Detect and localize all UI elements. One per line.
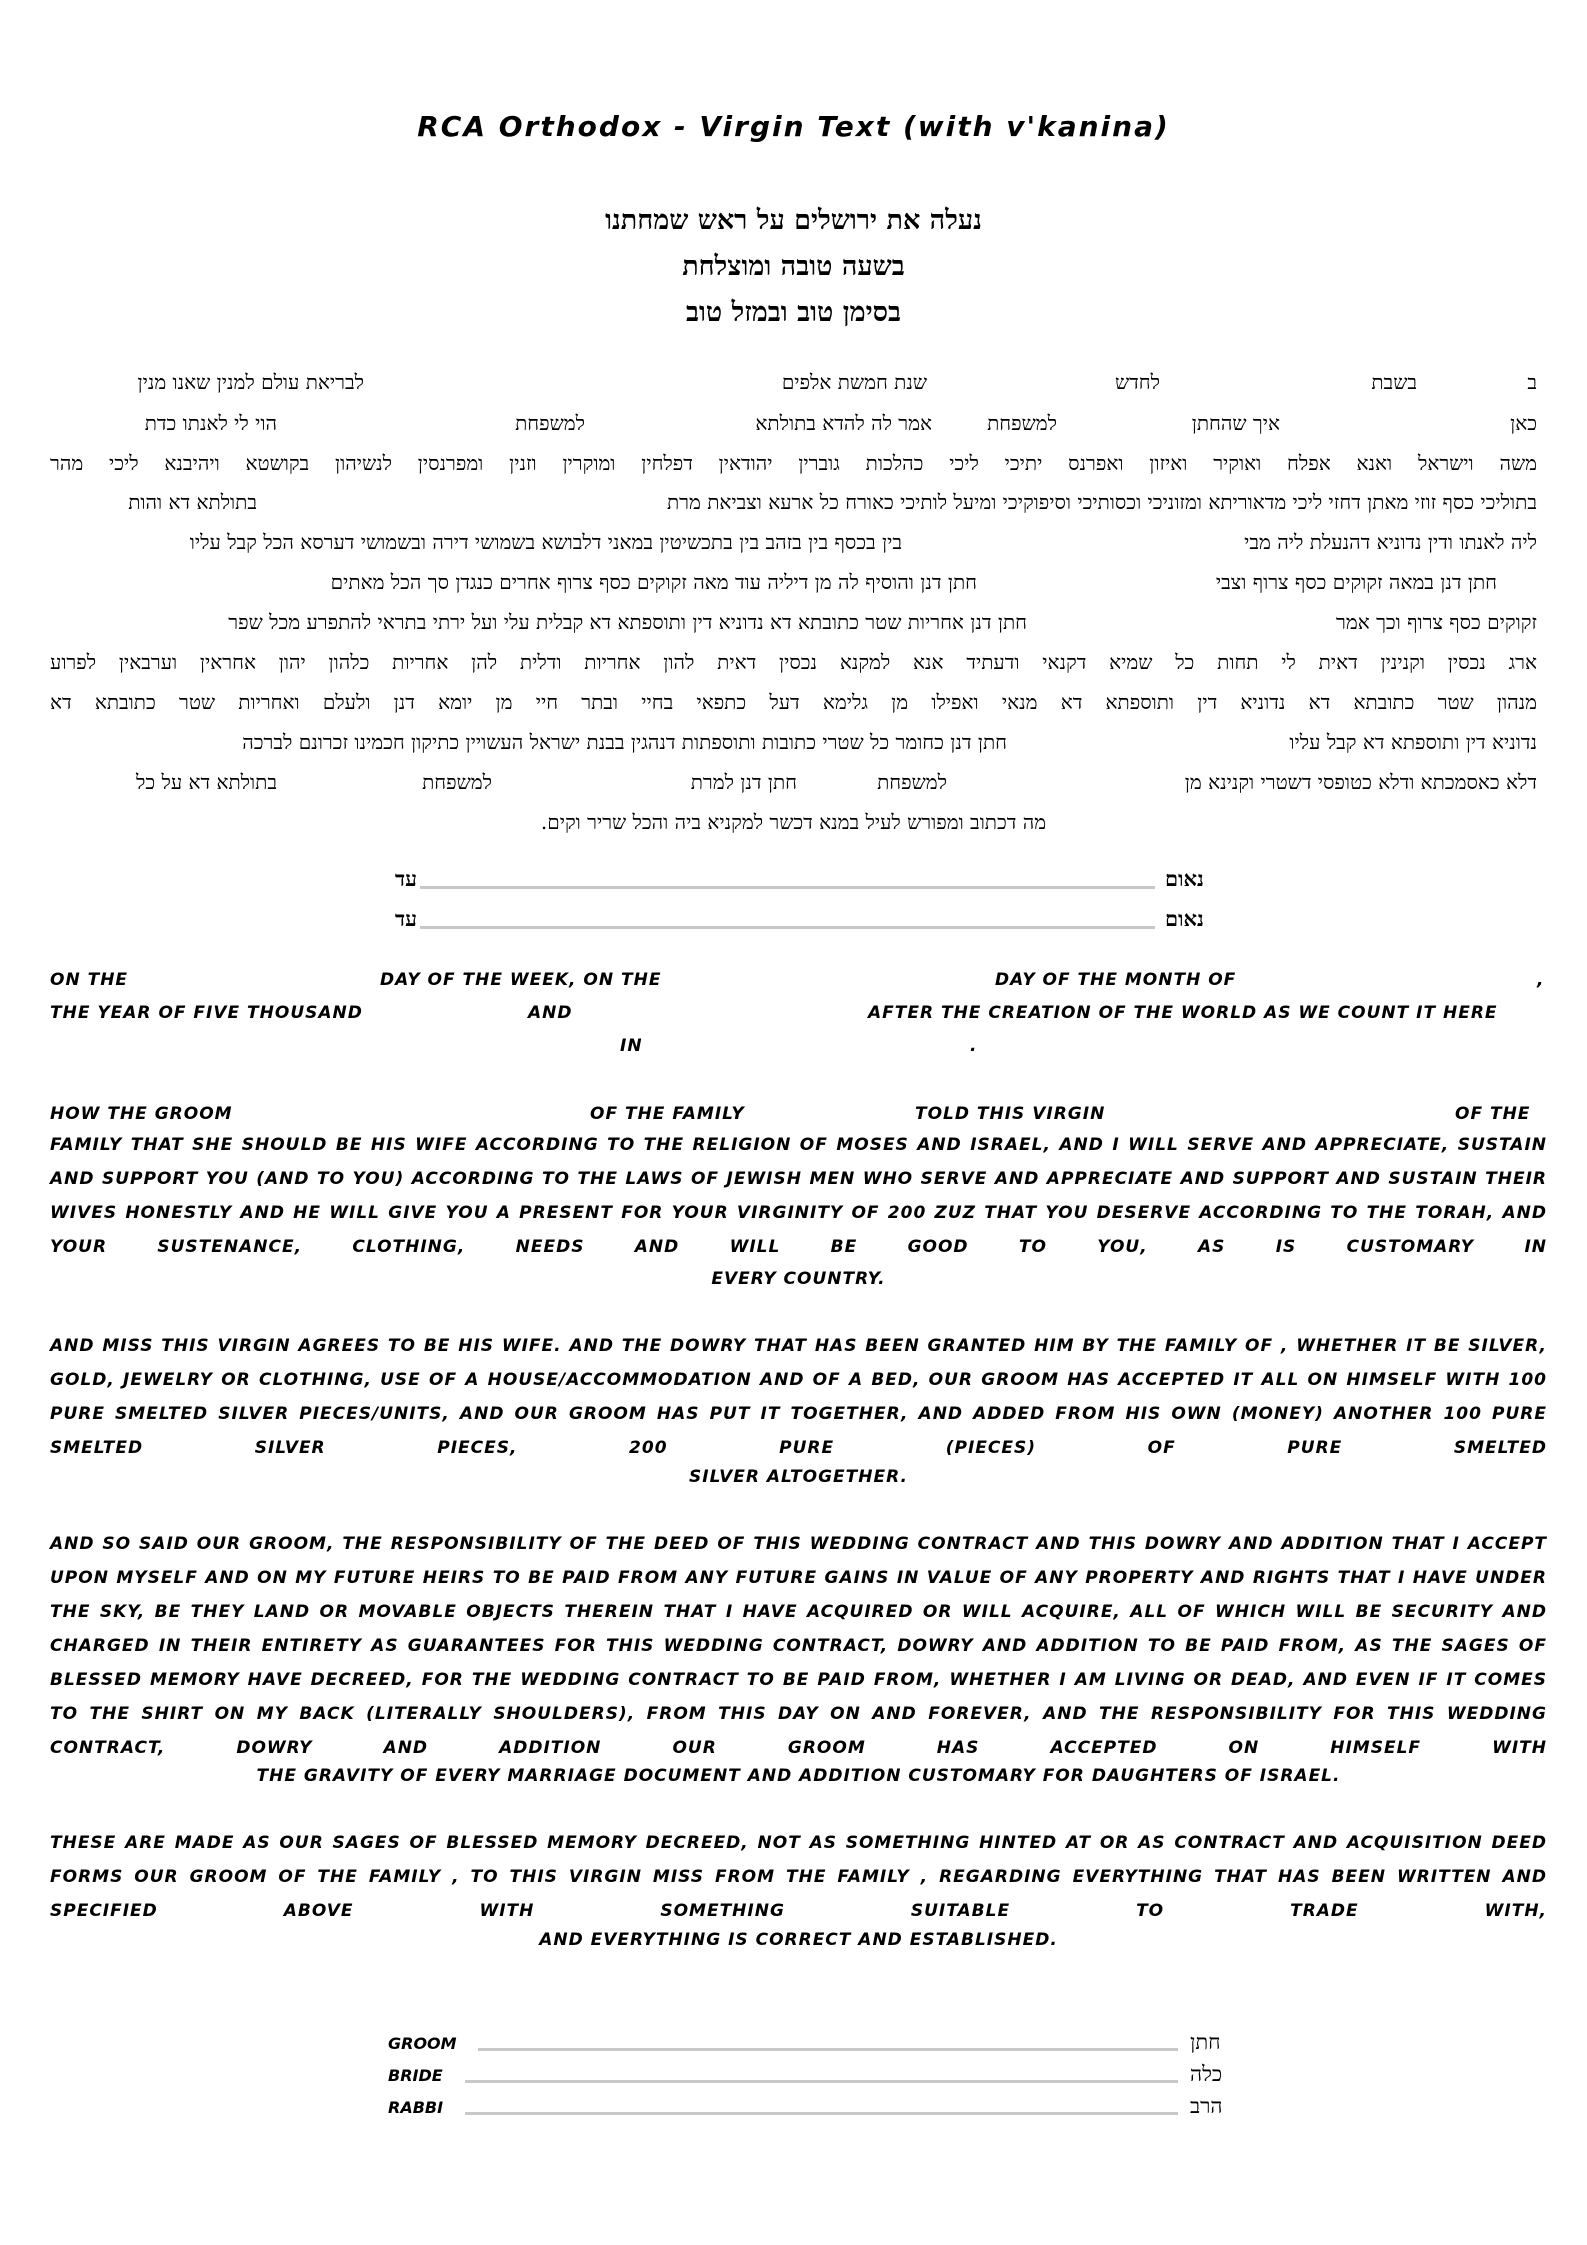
hebrew-text: ליה לאנתו ודין נדוניא דהנעלת ליה מבי (1244, 530, 1537, 554)
witness-1-line[interactable] (420, 886, 1155, 889)
english-paragraph-4-end: AND EVERYTHING IS CORRECT AND ESTABLISHED. (539, 1930, 1058, 1950)
english-phrase: TOLD THIS VIRGIN (915, 1104, 1106, 1124)
witness-2-label: נאום (1165, 906, 1204, 931)
hebrew-word: חתן דנן למרת (690, 770, 797, 794)
english-paragraph-2: AND MISS THIS VIRGIN AGREES TO BE HIS WIFE. AND THE DOWRY THAT HAS BEEN GRANTED HIM BY THE FAMILY OF , WHETHER IT BE SILVER, GOLD, JEWELRY OR CLOTHING, USE OF A HOUSE/ACCOMMODATION AND OF A BED, OUR GROOM HAS ACCEPTED IT ALL ON HIMSELF WITH 100 PURE SMELTED SILVER PIECES/UNITS, AND OUR GROOM HAS PUT IT TOGETHER, AND ADDED FROM HIS OWN (MONEY) ANOTHER 100 PURE SMELTED SILVER PIECES, 200 PURE (PIECES) OF PURE SMELTED (50, 1336, 1547, 1458)
english-paragraph-3: AND SO SAID OUR GROOM, THE RESPONSIBILITY OF THE DEED OF THIS WEDDING CONTRACT AND THIS DOWRY AND ADDITION THAT I ACCEPT UPON MYSELF AND ON MY FUTURE HEIRS TO BE PAID FROM ANY FUTURE GAINS IN VALUE OF ANY PROPERTY AND RIGHTS THAT I HAVE UNDER THE SKY, BE THEY LAND OR MOVABLE OBJECTS THEREIN THAT I HAVE ACQUIRED OR WILL ACQUIRE, ALL OF WHICH WILL BE SECURITY AND CHARGED IN THEIR ENTIRETY AS GUARANTEES FOR THIS WEDDING CONTRACT, DOWRY AND ADDITION TO BE PAID FROM, AS THE SAGES OF BLESSED MEMORY HAVE DECREED, FOR THE WEDDING CONTRACT TO BE PAID FROM, WHETHER I AM LIVING OR DEAD, AND EVEN IF IT COMES TO THE SHIRT ON MY BACK (LITERALLY SHOULDERS), FROM THIS DAY ON AND FOREVER, AND THE RESPONSIBILITY FOR THIS WEDDING CONTRACT, DOWRY AND ADDITION OUR GROOM HAS ACCEPTED ON HIMSELF WITH (50, 1534, 1547, 1758)
header-hebrew-line-1: נעלה את ירושלים על ראש שמחתנו (605, 205, 982, 236)
hebrew-word: למשפחת (515, 411, 585, 435)
hebrew-word: בתולתא דא על כל (135, 770, 277, 794)
hebrew-line-12: מה דכתוב ומפורש לעיל במנא דכשר למקניא ביה והכל שריר וקים. (540, 810, 1047, 834)
hebrew-word: למשפחת (422, 770, 492, 794)
hebrew-word: איך שהחתן (1191, 411, 1280, 435)
hebrew-text: משה וישראל ואנא אפלח ואוקיר ואיזון ואפרנס יתיכי ליכי כהלכות גוברין יהודאין דפלחין ומוקרין וזנין ומפרנסין לנשיהון בקושטא ויהיבנא ליכי מהר (50, 451, 1537, 475)
witness-1-role: עד (395, 866, 417, 891)
english-paragraph-1-end: EVERY COUNTRY. (711, 1269, 886, 1289)
bride-signature-hebrew: כלה (1190, 2062, 1223, 2086)
rabbi-signature-hebrew: הרב (1190, 2094, 1223, 2118)
groom-signature-line[interactable] (478, 2048, 1178, 2051)
english-phrase: , (1537, 970, 1545, 990)
hebrew-word: למשפחת (877, 770, 947, 794)
hebrew-word: ב (1527, 370, 1537, 394)
witness-2-line[interactable] (420, 926, 1155, 929)
bride-signature-line[interactable] (465, 2080, 1178, 2083)
hebrew-word: כאן (1510, 411, 1537, 435)
header-hebrew-line-3: בסימן טוב ובמזל טוב (685, 297, 902, 328)
english-phrase: DAY OF THE WEEK, ON THE (380, 970, 662, 990)
witness-1-label: נאום (1165, 866, 1204, 891)
english-phrase: IN (620, 1036, 643, 1056)
hebrew-word: לבריאת עולם למנין שאנו מנין (137, 370, 364, 394)
english-phrase: ON THE (50, 970, 129, 990)
english-phrase: . (970, 1036, 978, 1056)
hebrew-word: בשבת (1371, 370, 1417, 394)
english-phrase: AFTER THE CREATION OF THE WORLD AS WE COUNT IT HERE (868, 1003, 1498, 1023)
hebrew-text: חתן דנן אחריות שטר כתובתא דא נדוניא דין ותוספתא דא קבלית עלי ועל ירתי בתראי להתפרע מכל שפר (228, 610, 1027, 634)
hebrew-word: אמר לה להדא בתולתא (755, 411, 932, 435)
english-phrase: DAY OF THE MONTH OF (995, 970, 1237, 990)
hebrew-text: בין בכסף בין בזהב בין בתכשיטין במאני דלבושא בשמושי דירה ובשמושי דערסא הכל קבל עליו (189, 530, 902, 554)
bride-signature-label: BRIDE (388, 2066, 443, 2085)
hebrew-text: ארג נכסין וקנינין דאית לי תחות כל שמיא דקנאי ודעתיד אנא למקנא נכסין דאית להון אחריות ודלית להן אחריות כלהון יהון אחראין וערבאין לפרוע (50, 650, 1537, 674)
english-phrase: OF THE FAMILY (590, 1104, 745, 1124)
english-paragraph-3-end: THE GRAVITY OF EVERY MARRIAGE DOCUMENT AND ADDITION CUSTOMARY FOR DAUGHTERS OF ISRAEL. (256, 1766, 1341, 1786)
hebrew-text: חתן דנן במאה זקוקים כסף צרוף וצבי (1215, 570, 1497, 594)
rabbi-signature-label: RABBI (388, 2098, 444, 2117)
english-paragraph-2-end: SILVER ALTOGETHER. (689, 1467, 908, 1487)
header-hebrew-line-2: בשעה טובה ומוצלחת (682, 251, 905, 282)
hebrew-word: בתולתא דא והות (128, 490, 257, 514)
hebrew-word: למשפחת (987, 411, 1057, 435)
hebrew-text: בתוליכי כסף זוזי מאתן דחזי ליכי מדאוריתא ומזוניכי וכסותיכי וסיפוקיכי ומיעל לותיכי כאורח כל ארעא וצביאת מרת (666, 490, 1537, 514)
english-paragraph-1: FAMILY THAT SHE SHOULD BE HIS WIFE ACCORDING TO THE RELIGION OF MOSES AND ISRAEL, AND I WILL SERVE AND APPRECIATE, SUSTAIN AND SUPPORT YOU (AND TO YOU) ACCORDING TO THE LAWS OF JEWISH MEN WHO SERVE AND APPRECIATE AND SUPPORT AND SUSTAIN THEIR WIVES HONESTLY AND HE WILL GIVE YOU A PRESENT FOR YOUR VIRGINITY OF 200 ZUZ THAT YOU DESERVE ACCORDING TO THE TORAH, AND YOUR SUSTENANCE, CLOTHING, NEEDS AND WILL BE GOOD TO YOU, AS IS CUSTOMARY IN (50, 1135, 1547, 1257)
english-phrase: AND (528, 1003, 573, 1023)
english-paragraph-4: THESE ARE MADE AS OUR SAGES OF BLESSED MEMORY DECREED, NOT AS SOMETHING HINTED AT OR AS CONTRACT AND ACQUISITION DEED FORMS OUR GROOM OF THE FAMILY , TO THIS VIRGIN MISS FROM THE FAMILY , REGARDING EVERYTHING THAT HAS BEEN WRITTEN AND SPECIFIED ABOVE WITH SOMETHING SUITABLE TO TRADE WITH, (50, 1833, 1547, 1921)
hebrew-word: לחדש (1115, 370, 1160, 394)
hebrew-word: הוי לי לאנתו כדת (144, 411, 277, 435)
groom-signature-label: GROOM (388, 2034, 457, 2053)
hebrew-word: שנת חמשת אלפים (781, 370, 927, 394)
hebrew-text: חתן דנן והוסיף לה מן דיליה עוד מאה זקוקים כסף צרוף אחרים כנגדן סך הכל מאתים (330, 570, 977, 594)
hebrew-text: נדוניא דין ותוספתא דא קבל עליו (1289, 730, 1537, 754)
hebrew-text: מנהון שטר כתובתא דא נדוניא דין ותוספתא דא מנאי ואפילו מן גלימא דעל כתפאי בחיי ובתר חיי מן יומא דנן ולעלם ואחריות שטר כתובתא דא (50, 690, 1537, 714)
hebrew-text: זקוקים כסף צרוף וכך אמר (1336, 610, 1537, 634)
document-title: RCA Orthodox - Virgin Text (with v'kanina) (417, 110, 1170, 143)
hebrew-text: דלא כאסמכתא ודלא כטופסי דשטרי וקנינא מן (1184, 770, 1537, 794)
groom-signature-hebrew: חתן (1190, 2030, 1221, 2054)
hebrew-text: חתן דנן כחומר כל שטרי כתובות ותוספתות דנהגין בבנת ישראל העשויין כתיקון חכמינו זכרונם לברכה (242, 730, 1007, 754)
rabbi-signature-line[interactable] (465, 2112, 1178, 2115)
english-phrase: THE YEAR OF FIVE THOUSAND (50, 1003, 363, 1023)
english-phrase: OF THE (1455, 1104, 1531, 1124)
english-phrase: HOW THE GROOM (50, 1104, 233, 1124)
witness-2-role: עד (395, 906, 417, 931)
